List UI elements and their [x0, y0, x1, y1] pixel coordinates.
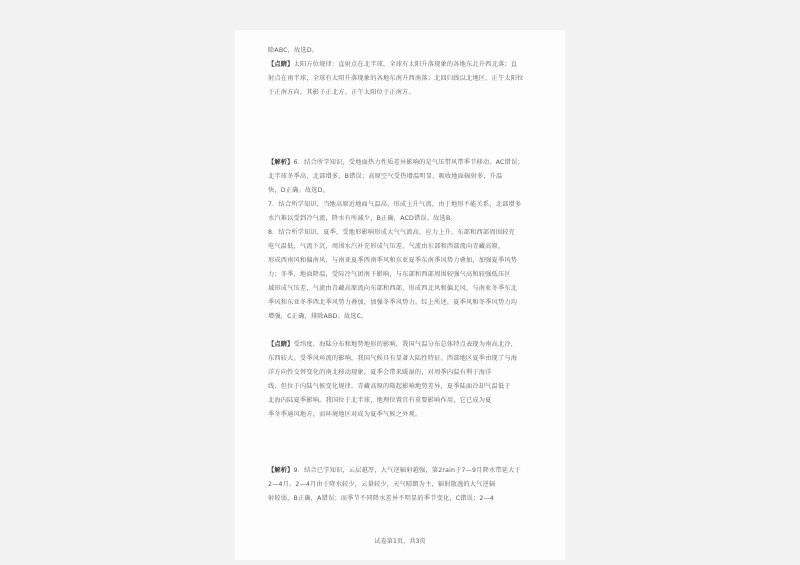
text-line: 北海内陆夏季影响。我国位于北半球，地理位置宜有重要影响作用，它已成为夏 [268, 397, 492, 404]
text-line: 6．结合所学知识，受地面热力性质差异影响的是气压带风带季节移动。AC错误； [293, 159, 524, 166]
text-line: 线，但位于内陆气候变化规律。青藏高原的隆起影响地势差异，夏季陆面冷却气温低于 [268, 383, 511, 390]
note-section [268, 338, 538, 422]
text-line: 射点在南半球，全球有太阳升落现象的各地东南升西南落；北回归线以北地区，正午太阳位 [268, 75, 524, 82]
note-paragraph [268, 338, 538, 352]
text-line: 于正南方向，其影子正北方。正午太阳位于正南方。 [268, 89, 415, 96]
analysis-paragraph [268, 464, 538, 478]
text-line: 季风和东亚冬季西北季风势力叠加，加强冬季风势力。综上所述，夏季风和冬季风势力均 [268, 299, 518, 306]
text-line: 7．结合所学知识，当地高原近地面气温高，形成上升气流，由于地形不能关系，北部增多 [268, 201, 522, 208]
page-footer: 试卷第1页，共3页 [374, 538, 426, 545]
text-line: 北半球冬季高，北部增多，B错误；高原空气受热增温明显，吸收地面辐射多，升温 [268, 173, 503, 180]
analysis-section [268, 156, 538, 324]
text-line: 射较弱，B正确，A错误；而季节不同降水差异不明显的季节变化，C错误；2—4 [268, 495, 495, 502]
text-line: 太阳方位规律：直射点在北半球，全球有太阳升落现象的各地东北升西北落；直 [293, 61, 518, 68]
note-paragraph [268, 58, 538, 72]
analysis-paragraph [268, 156, 538, 170]
text-line: 电气温低，气流下沉，周围水汽补充形成气压差，气流由东部和西部流向青藏高原， [268, 243, 505, 250]
document-text [268, 44, 538, 100]
analysis-section [268, 464, 538, 506]
text-line: 季冬季通风地方，而环境地区对成为夏季气候之外观。 [268, 411, 422, 418]
text-line: 域形成气压差，气流由青藏高原流向东部和西部，形成西北风和偏北风，与南亚冬季东北 [268, 285, 518, 292]
text-line: 力；冬季，地面降温，受际冷气团南下影响，与东部和西部周围较强气高和较强低压区 [268, 271, 511, 278]
note-tag: 【点睛】 [268, 61, 294, 68]
text-line: 东西较大。受季风环流的影响，我国气候具有显著大陆性特征。西部地区夏季由现了与海 [268, 355, 518, 362]
text-line: 快，D正确。故选D。 [268, 187, 330, 194]
analysis-tag: 【解析】 [268, 467, 294, 474]
text-line: 8．结合所学知识，夏季，受地形影响形成大气气流高，应力上升，东部和西部周围较充 [268, 229, 515, 236]
text-line: 受纬度、海陆分布和地势地形的影响，我国气温分布总体特点表现为南高北冷， [293, 341, 518, 348]
text-line: 增强，C正确，排除ABD。故选C。 [268, 313, 368, 320]
analysis-tag: 【解析】 [268, 159, 294, 166]
text-line: 2—4月。2—4月由于降水较少，云量较少，天气晴朗为主，辐射散逸的大气逆辐 [268, 481, 496, 488]
text-line: 9．结合已学知识，云层越厚，大气逆辐射越强，第2rain于7—9月降水带延大于 [293, 467, 521, 474]
text-line: 除ABC，故选D。 [268, 47, 319, 54]
note-tag: 【点睛】 [268, 341, 294, 348]
text-line: 洋方向性交替变化的南北移动现象。夏季会带来暖湿的，对周季内温有利于海洋 [268, 369, 492, 376]
text-line: 水汽难以受到冷气流，降水有所减少，B正确，ACD错误。故选B。 [268, 215, 457, 222]
text-line: 形成西南风和偏南风，与南亚夏季西南季风和东亚夏季东南季风势力叠加，加强夏季风势 [268, 257, 518, 264]
